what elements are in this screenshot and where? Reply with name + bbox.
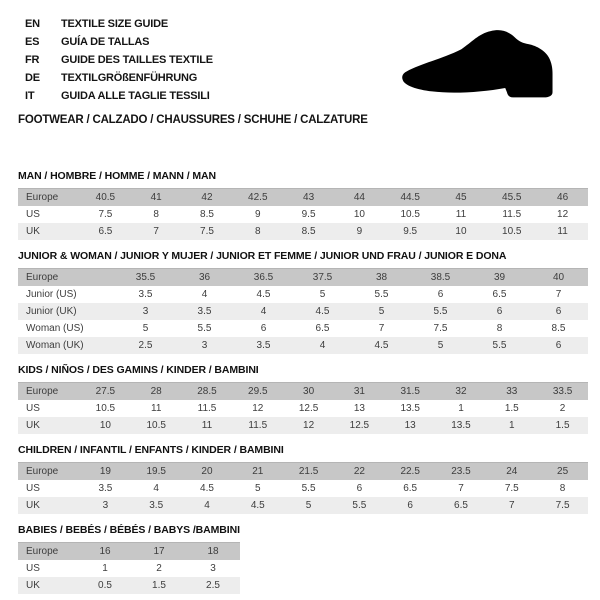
size-value: 5 xyxy=(283,497,334,514)
size-value: 13.5 xyxy=(400,403,420,414)
size-value: 40.5 xyxy=(80,189,131,207)
size-value: 36 xyxy=(175,269,234,287)
size-value: 31.5 xyxy=(385,383,436,401)
size-value: 7 xyxy=(131,223,182,240)
size-value: 0.5 xyxy=(78,577,132,594)
size-value: 8.5 xyxy=(283,223,334,240)
size-value: 46 xyxy=(537,189,588,207)
size-value: 29.5 xyxy=(232,383,283,401)
size-value: 8.5 xyxy=(200,209,214,220)
size-value: 6 xyxy=(437,289,444,300)
size-value: 3.5 xyxy=(138,289,153,300)
size-row-uk xyxy=(18,577,240,594)
section-title-junior-woman: JUNIOR & WOMAN / JUNIOR Y MUJER / JUNIOR ET FEMME / JUNIOR UND FRAU / JUNIOR E DONA xyxy=(18,250,507,262)
size-value: 40 xyxy=(529,269,588,287)
size-value: 8.5 xyxy=(551,323,566,334)
size-value: 11 xyxy=(182,417,233,434)
size-value: 4.5 xyxy=(256,289,271,300)
size-value: 7 xyxy=(378,323,385,334)
size-value: 4.5 xyxy=(293,303,352,320)
size-row-junior-us xyxy=(18,286,588,303)
size-row-us xyxy=(18,400,588,417)
size-value: 3.5 xyxy=(234,337,293,354)
size-row-us xyxy=(18,480,588,497)
size-value: 2.5 xyxy=(116,337,175,354)
size-value: 10 xyxy=(80,417,131,434)
size-value: 6.5 xyxy=(436,497,487,514)
size-value: 43 xyxy=(283,189,334,207)
size-table-man xyxy=(18,188,588,240)
size-value: 3.5 xyxy=(98,483,113,494)
size-value: 18 xyxy=(186,543,240,561)
size-row-europe xyxy=(18,269,588,287)
size-table-babies xyxy=(18,542,240,594)
size-row-woman-us xyxy=(18,320,588,337)
size-value: 8 xyxy=(559,483,566,494)
size-value: 5.5 xyxy=(197,323,212,334)
size-value: 32 xyxy=(436,383,487,401)
size-value: 13 xyxy=(385,417,436,434)
size-value: 9 xyxy=(334,223,385,240)
row-label: US xyxy=(26,403,40,414)
guide-title-es: GUÍA DE TALLAS xyxy=(61,36,150,48)
section-man xyxy=(18,170,588,240)
size-value: 5.5 xyxy=(411,303,470,320)
size-value: 5 xyxy=(255,483,261,494)
section-title-babies: BABIES / BEBÉS / BÉBÉS / BABYS /BAMBINI xyxy=(18,524,240,536)
guide-title-en: TEXTILE SIZE GUIDE xyxy=(61,18,169,30)
size-value: 4 xyxy=(293,337,352,354)
size-value: 2.5 xyxy=(186,577,240,594)
size-value: 1 xyxy=(102,563,108,574)
size-value: 36.5 xyxy=(234,269,293,287)
size-value: 7.5 xyxy=(537,497,588,514)
size-value: 4 xyxy=(234,303,293,320)
size-value: 39 xyxy=(470,269,529,287)
row-label: US xyxy=(26,209,40,220)
size-value: 25 xyxy=(537,463,588,481)
size-value: 4 xyxy=(182,497,233,514)
section-title-children: CHILDREN / INFANTIL / ENFANTS / KINDER / BAMBINI xyxy=(18,444,284,456)
size-value: 7 xyxy=(458,483,464,494)
size-value: 16 xyxy=(78,543,132,561)
size-value: 3.5 xyxy=(131,497,182,514)
section-children xyxy=(18,444,588,514)
size-value: 37.5 xyxy=(293,269,352,287)
size-value: 2 xyxy=(156,563,162,574)
row-label: UK xyxy=(18,497,80,514)
row-label: UK xyxy=(18,223,80,240)
size-value: 7 xyxy=(486,497,537,514)
category-heading: FOOTWEAR / CALZADO / CHAUSSURES / SCHUHE / CALZATURE xyxy=(18,114,368,126)
size-value: 10.5 xyxy=(400,209,420,220)
size-tables xyxy=(18,170,588,594)
size-value: 38 xyxy=(352,269,411,287)
size-value: 2 xyxy=(559,403,566,414)
size-value: 5 xyxy=(142,323,149,334)
language-code: EN xyxy=(25,18,40,30)
size-value: 3 xyxy=(80,497,131,514)
size-value: 5 xyxy=(352,303,411,320)
size-value: 11 xyxy=(455,209,467,220)
size-value: 31 xyxy=(334,383,385,401)
size-value: 12 xyxy=(557,209,569,220)
language-code: IT xyxy=(25,90,35,102)
size-value: 10.5 xyxy=(486,223,537,240)
size-value: 27.5 xyxy=(80,383,131,401)
size-value: 6.5 xyxy=(80,223,131,240)
size-value: 10.5 xyxy=(131,417,182,434)
row-label: UK xyxy=(18,417,80,434)
size-value: 12.5 xyxy=(334,417,385,434)
row-label: Junior (UK) xyxy=(18,303,116,320)
size-value: 44.5 xyxy=(385,189,436,207)
page-header xyxy=(0,0,600,126)
language-code: DE xyxy=(25,72,40,84)
size-value: 33.5 xyxy=(537,383,588,401)
size-value: 9.5 xyxy=(385,223,436,240)
row-label: US xyxy=(26,483,40,494)
size-value: 19 xyxy=(80,463,131,481)
row-label: UK xyxy=(18,577,78,594)
size-value: 3.5 xyxy=(175,303,234,320)
section-junior-woman xyxy=(18,250,588,354)
size-value: 13 xyxy=(353,403,365,414)
section-kids xyxy=(18,364,588,434)
size-value: 9 xyxy=(255,209,261,220)
size-table-children xyxy=(18,462,588,514)
size-value: 11 xyxy=(151,403,162,414)
size-value: 1 xyxy=(486,417,537,434)
size-value: 8 xyxy=(232,223,283,240)
size-value: 6 xyxy=(260,323,267,334)
size-row-uk xyxy=(18,497,588,514)
size-value: 7.5 xyxy=(504,483,519,494)
size-value: 44 xyxy=(334,189,385,207)
size-row-us xyxy=(18,560,240,577)
size-value: 5.5 xyxy=(470,337,529,354)
size-value: 4 xyxy=(201,289,208,300)
size-value: 10.5 xyxy=(95,403,116,414)
size-value: 8 xyxy=(153,209,159,220)
section-title-man: MAN / HOMBRE / HOMME / MANN / MAN xyxy=(18,170,216,182)
size-value: 5 xyxy=(411,337,470,354)
size-value: 6.5 xyxy=(492,289,507,300)
size-value: 6 xyxy=(529,303,588,320)
size-row-europe xyxy=(18,189,588,207)
guide-title-fr: GUIDE DES TAILLES TEXTILE xyxy=(61,54,213,66)
size-value: 17 xyxy=(132,543,186,561)
size-value: 4.5 xyxy=(352,337,411,354)
size-value: 21.5 xyxy=(283,463,334,481)
size-value: 45 xyxy=(436,189,487,207)
size-value: 22 xyxy=(334,463,385,481)
size-value: 45.5 xyxy=(486,189,537,207)
size-value: 22.5 xyxy=(385,463,436,481)
size-value: 7 xyxy=(555,289,562,300)
size-value: 8 xyxy=(496,323,503,334)
size-row-us xyxy=(18,206,588,223)
size-value: 42 xyxy=(182,189,233,207)
size-value: 23.5 xyxy=(436,463,487,481)
row-label: Junior (US) xyxy=(26,289,77,300)
size-row-uk xyxy=(18,417,588,434)
size-value: 5.5 xyxy=(374,289,389,300)
guide-title-de: TEXTILGRÖßENFÜHRUNG xyxy=(61,72,198,84)
size-value: 24 xyxy=(486,463,537,481)
row-label: Woman (UK) xyxy=(18,337,116,354)
size-value: 28 xyxy=(131,383,182,401)
size-table-junior-woman xyxy=(18,268,588,354)
size-value: 1.5 xyxy=(132,577,186,594)
row-label: Europe xyxy=(18,269,116,287)
size-value: 6 xyxy=(356,483,363,494)
size-value: 4.5 xyxy=(200,483,214,494)
size-row-junior-uk xyxy=(18,303,588,320)
row-label: US xyxy=(26,563,40,574)
size-value: 3 xyxy=(210,563,216,574)
size-value: 20 xyxy=(182,463,233,481)
size-row-woman-uk xyxy=(18,337,588,354)
size-table-kids xyxy=(18,382,588,434)
size-value: 3 xyxy=(175,337,234,354)
size-value: 19.5 xyxy=(131,463,182,481)
size-value: 21 xyxy=(232,463,283,481)
size-value: 28.5 xyxy=(182,383,233,401)
size-value: 6 xyxy=(470,303,529,320)
size-value: 5.5 xyxy=(334,497,385,514)
size-value: 7.5 xyxy=(433,323,448,334)
size-value: 6 xyxy=(385,497,436,514)
language-code: FR xyxy=(25,54,40,66)
size-row-europe xyxy=(18,383,588,401)
size-value: 12 xyxy=(283,417,334,434)
size-value: 12.5 xyxy=(298,403,319,414)
size-value: 1.5 xyxy=(537,417,588,434)
row-label: Europe xyxy=(18,463,80,481)
size-value: 11.5 xyxy=(232,417,283,434)
row-label: Europe xyxy=(18,543,78,561)
size-value: 30 xyxy=(283,383,334,401)
size-value: 6.5 xyxy=(403,483,418,494)
language-code: ES xyxy=(25,36,40,48)
row-label: Europe xyxy=(18,383,80,401)
size-value: 4 xyxy=(153,483,159,494)
size-value: 7.5 xyxy=(98,209,113,220)
size-value: 3 xyxy=(116,303,175,320)
size-value: 7.5 xyxy=(182,223,233,240)
row-label: Europe xyxy=(18,189,80,207)
section-babies xyxy=(18,524,588,594)
size-value: 4.5 xyxy=(232,497,283,514)
size-value: 35.5 xyxy=(116,269,175,287)
size-value: 5.5 xyxy=(301,483,316,494)
row-label: Woman (US) xyxy=(26,323,84,334)
size-value: 12 xyxy=(252,403,264,414)
size-value: 38.5 xyxy=(411,269,470,287)
size-row-europe xyxy=(18,543,240,561)
size-value: 1.5 xyxy=(504,403,519,414)
size-value: 11 xyxy=(537,223,588,240)
size-row-europe xyxy=(18,463,588,481)
shoe-icon xyxy=(392,20,572,106)
section-title-kids: KIDS / NIÑOS / DES GAMINS / KINDER / BAMBINI xyxy=(18,364,259,376)
size-value: 10 xyxy=(436,223,487,240)
size-value: 6.5 xyxy=(315,323,330,334)
size-value: 6 xyxy=(529,337,588,354)
guide-title-it: GUIDA ALLE TAGLIE TESSILI xyxy=(61,90,210,102)
size-value: 5 xyxy=(319,289,326,300)
size-value: 10 xyxy=(353,209,365,220)
size-row-uk xyxy=(18,223,588,240)
size-value: 1 xyxy=(458,403,464,414)
size-value: 33 xyxy=(486,383,537,401)
size-value: 41 xyxy=(131,189,182,207)
size-value: 13.5 xyxy=(436,417,487,434)
size-value: 42.5 xyxy=(232,189,283,207)
size-value: 9.5 xyxy=(301,209,316,220)
size-value: 11.5 xyxy=(502,209,522,220)
size-value: 11.5 xyxy=(197,403,217,414)
